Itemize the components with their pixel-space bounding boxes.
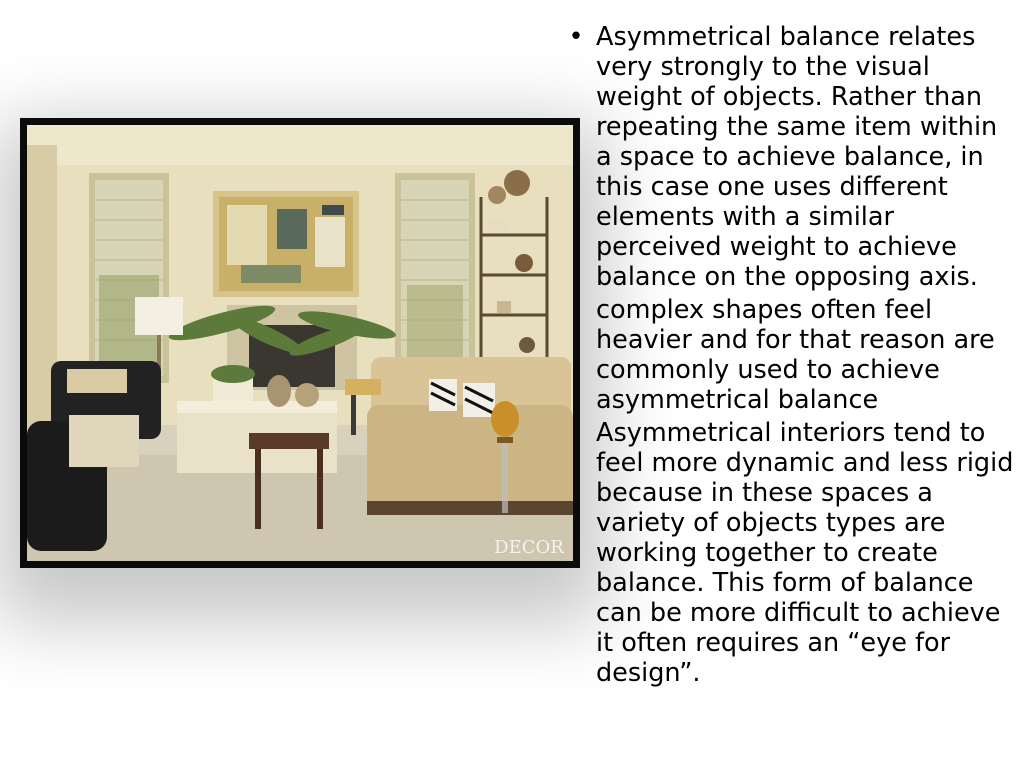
paragraph-interiors: Asymmetrical interiors tend to feel more dynamic and less rigid because in these spaces a variety of objects types are working together to create balance. This form of balance can be more difficult to achieve it often requires an “eye for design”. — [596, 418, 1014, 688]
bullet-text: Asymmetrical balance relates very strongly to the visual weight of objects. Rather than repeating the same item within a space to achieve balance, in this case one uses different elements with a similar perceived weight to achieve balance on the opposing axis. — [596, 22, 998, 292]
slide-text — [556, 22, 1016, 691]
photo-watermark: DECOR — [494, 537, 564, 558]
living-room-illustration — [27, 125, 573, 561]
bullet-icon: • — [568, 22, 584, 52]
bullet-item — [556, 22, 1016, 292]
paragraph-shapes: complex shapes often feel heavier and for that reason are commonly used to achieve asymmetrical balance — [596, 295, 995, 415]
living-room-photo — [20, 118, 580, 568]
